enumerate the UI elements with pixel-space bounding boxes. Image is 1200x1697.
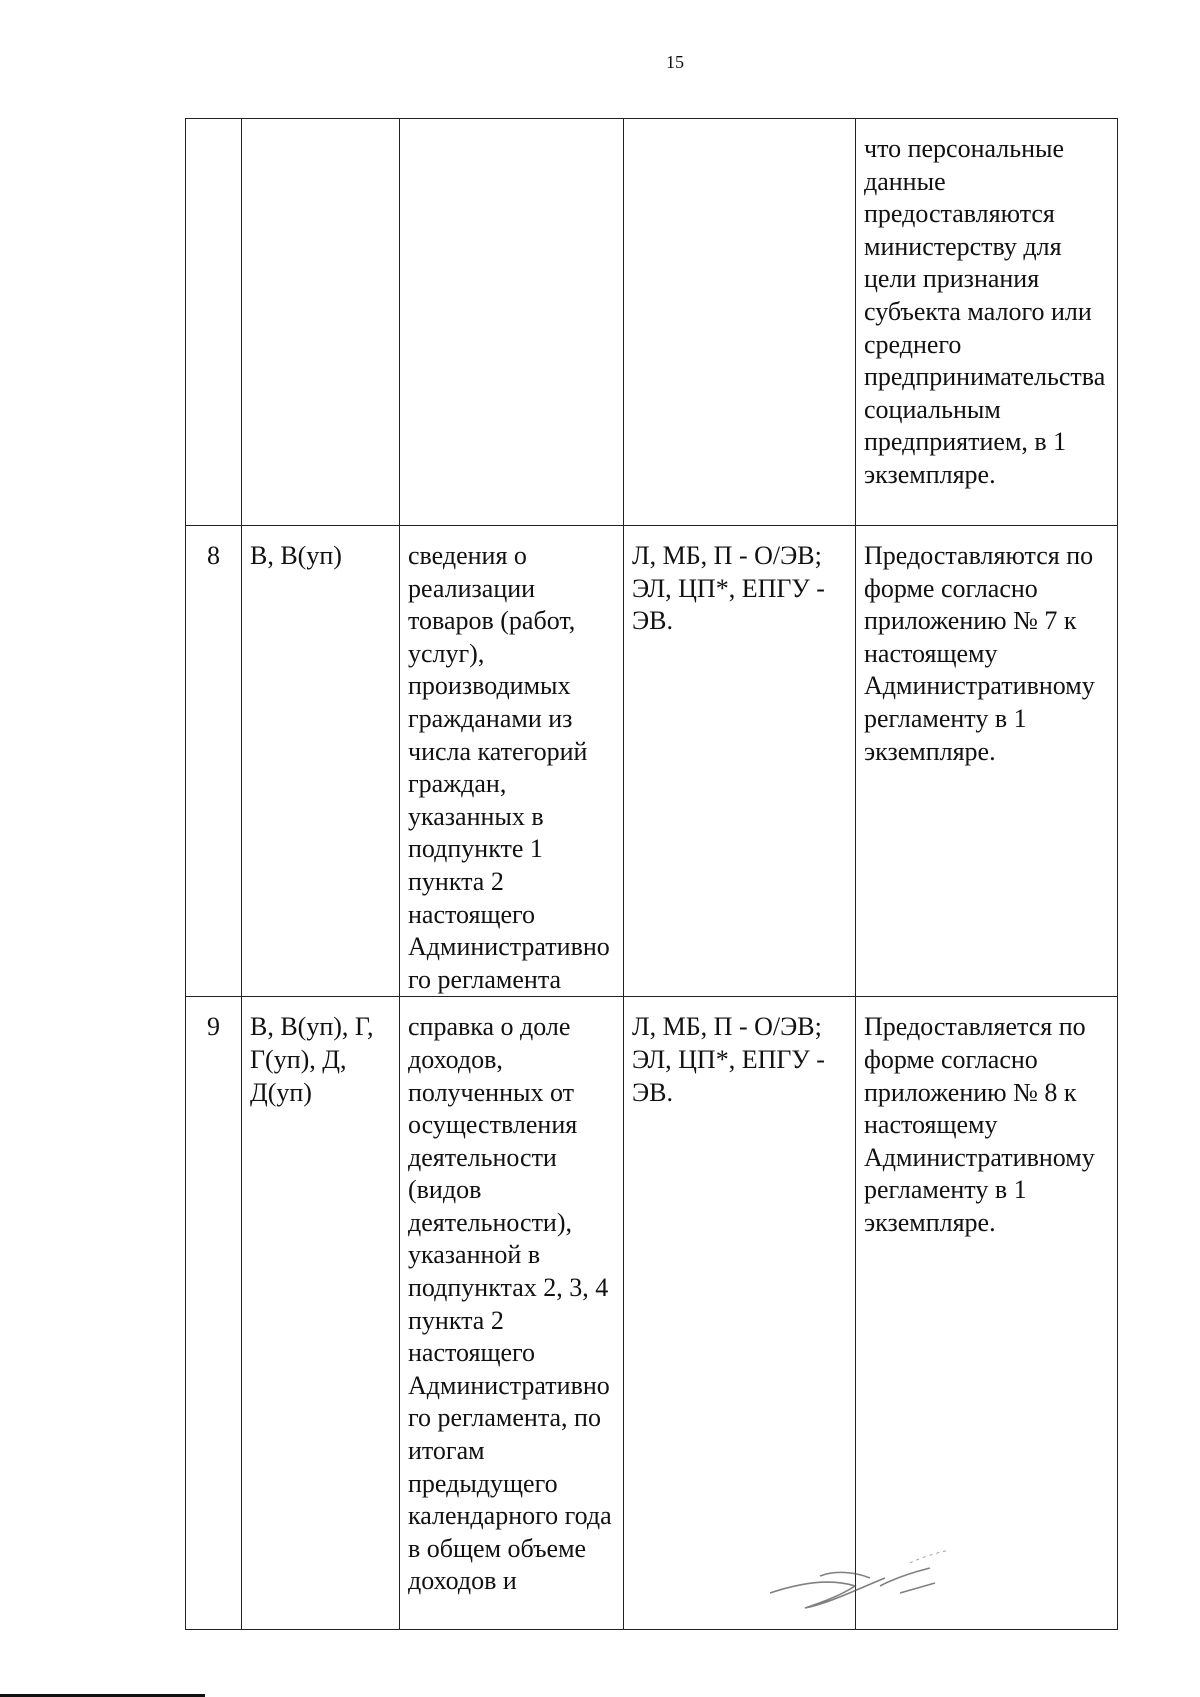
documents-table	[185, 118, 1118, 1630]
methods-cell	[624, 119, 856, 526]
note-cell: что персональные данные предоставляются министерству для цели признания субъекта малого или среднего предпринимательства социальным предприятием, в 1 экземпляре.	[856, 119, 1118, 526]
table-row	[186, 119, 1118, 526]
page-number: 15	[666, 52, 684, 72]
applicants-cell	[242, 119, 400, 526]
row-number-cell: 9	[186, 997, 242, 1630]
table-row	[186, 526, 1118, 997]
row-number-cell: 8	[186, 526, 242, 997]
document-cell	[400, 119, 624, 526]
applicants-cell: В, В(уп)	[242, 526, 400, 997]
row-number-cell	[186, 119, 242, 526]
note-cell: Предоставляется по форме согласно приложению № 8 к настоящему Административному регламенту в 1 экземпляре.	[856, 997, 1118, 1630]
methods-cell: Л, МБ, П - О/ЭВ; ЭЛ, ЦП*, ЕПГУ - ЭВ.	[624, 997, 856, 1630]
applicants-cell: В, В(уп), Г, Г(уп), Д, Д(уп)	[242, 997, 400, 1630]
document-cell: справка о доле доходов, полученных от осуществления деятельности (видов деятельности), указанной в подпунктах 2, 3, 4 пункта 2 настоящего Административного регламента, по итогам предыдущего календарного года в общем объеме доходов и	[400, 997, 624, 1630]
document-cell: сведения о реализации товаров (работ, услуг), производимых гражданами из числа категорий граждан, указанных в подпункте 1 пункта 2 настоящего Административного регламента	[400, 526, 624, 997]
table-row	[186, 997, 1118, 1630]
methods-cell: Л, МБ, П - О/ЭВ; ЭЛ, ЦП*, ЕПГУ - ЭВ.	[624, 526, 856, 997]
signature-mark	[760, 1548, 970, 1618]
note-cell: Предоставляются по форме согласно приложению № 7 к настоящему Административному регламенту в 1 экземпляре.	[856, 526, 1118, 997]
